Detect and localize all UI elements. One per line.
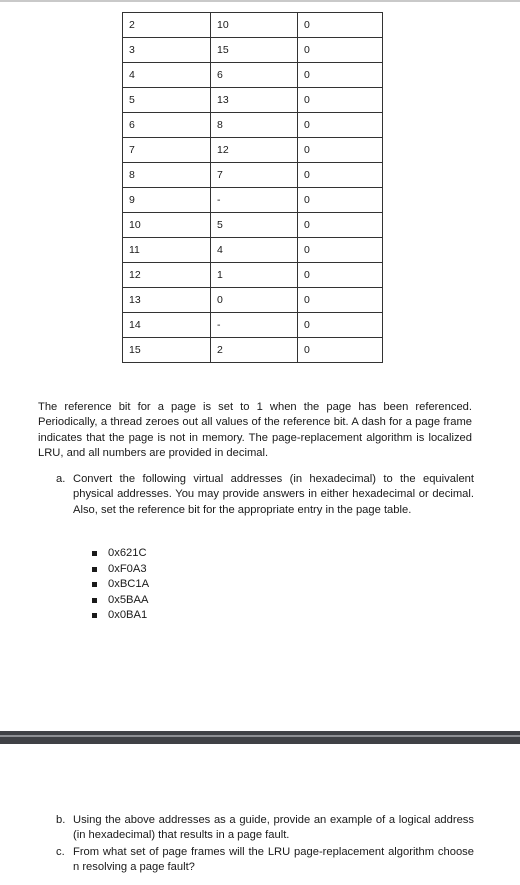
question-b	[56, 813, 474, 844]
page-table-body	[123, 13, 383, 363]
page-number-cell: 5	[123, 88, 211, 113]
page-number-cell: 14	[123, 313, 211, 338]
reference-bit-cell: 0	[298, 163, 383, 188]
reference-bit-cell: 0	[298, 88, 383, 113]
frame-number-cell: 5	[211, 213, 298, 238]
address-item	[92, 577, 149, 593]
frame-number-cell: 13	[211, 88, 298, 113]
reference-bit-cell: 0	[298, 338, 383, 363]
page-table-row	[123, 338, 383, 363]
page-number-cell: 12	[123, 263, 211, 288]
address-list	[92, 546, 149, 624]
page-top-border	[0, 0, 520, 2]
frame-number-cell: 12	[211, 138, 298, 163]
page-table-row	[123, 238, 383, 263]
page-table	[122, 12, 383, 363]
frame-number-cell: 6	[211, 63, 298, 88]
reference-bit-cell: 0	[298, 263, 383, 288]
page-number-cell: 3	[123, 38, 211, 63]
page-number-cell: 7	[123, 138, 211, 163]
frame-number-cell: -	[211, 313, 298, 338]
address-value: 0xBC1A	[108, 578, 150, 591]
frame-number-cell: 2	[211, 338, 298, 363]
address-value: 0x621C	[108, 547, 147, 559]
reference-bit-cell: 0	[298, 238, 383, 263]
page-number-cell: 9	[123, 188, 211, 213]
bullet-icon	[92, 582, 97, 587]
frame-number-cell: 8	[211, 113, 298, 138]
address-value: 0xF0A3	[108, 562, 147, 575]
page-table-row	[123, 213, 383, 238]
address-value: 0x5BAA	[108, 593, 149, 606]
frame-number-cell: 15	[211, 38, 298, 63]
reference-bit-cell: 0	[298, 138, 383, 163]
page-number-cell: 2	[123, 13, 211, 38]
reference-bit-cell: 0	[298, 113, 383, 138]
frame-number-cell: -	[211, 188, 298, 213]
page-table-row	[123, 38, 383, 63]
frame-number-cell: 7	[211, 163, 298, 188]
page-table-row	[123, 313, 383, 338]
page-table-row	[123, 188, 383, 213]
page-number-cell: 13	[123, 288, 211, 313]
page-number-cell: 10	[123, 213, 211, 238]
reference-bit-cell: 0	[298, 38, 383, 63]
question-a-text: Convert the following virtual addresses (in hexadecimal) to the equivalent physical addresses. You may provide answers in either hexadecimal or decimal. Also, set the reference bit for the appropriate entry in the page table.	[73, 473, 474, 516]
question-b-label: b.	[56, 814, 66, 826]
question-a	[56, 472, 474, 518]
reference-bit-cell: 0	[298, 63, 383, 88]
page-number-cell: 6	[123, 113, 211, 138]
address-value: 0x0BA1	[108, 609, 148, 622]
frame-number-cell: 1	[211, 263, 298, 288]
bullet-icon	[92, 598, 97, 603]
page-table-row	[123, 63, 383, 88]
frame-number-cell: 4	[211, 238, 298, 263]
address-item	[92, 593, 149, 609]
page-number-cell: 15	[123, 338, 211, 363]
reference-bit-cell: 0	[298, 13, 383, 38]
frame-number-cell: 0	[211, 288, 298, 313]
page-table-row	[123, 13, 383, 38]
page-separator	[0, 731, 520, 744]
page-separator-highlight	[0, 735, 520, 737]
address-item	[92, 608, 149, 624]
page-table-row	[123, 113, 383, 138]
address-item	[92, 546, 149, 562]
page-number-cell: 4	[123, 63, 211, 88]
reference-bit-cell: 0	[298, 213, 383, 238]
question-c-label: c.	[56, 846, 65, 858]
question-b-text: Using the above addresses as a guide, provide an example of a logical address (in hexadecimal) that results in a page fault.	[73, 814, 474, 842]
page-number-cell: 11	[123, 238, 211, 263]
page-table-row	[123, 288, 383, 313]
page-table-row	[123, 263, 383, 288]
intro-paragraph: The reference bit for a page is set to 1 when the page has been referenced. Periodically, a thread zeroes out all values of the reference bit. A dash for a page frame indicates that the page is not in memory. The page-replacement algorithm is localized LRU, and all numbers are provided in decimal.	[38, 401, 472, 459]
reference-bit-cell: 0	[298, 313, 383, 338]
question-c-text: From what set of page frames will the LRU page-replacement algorithm choose n resolving a page fault?	[73, 846, 474, 874]
reference-bit-cell: 0	[298, 288, 383, 313]
bullet-icon	[92, 567, 97, 572]
page-table-row	[123, 138, 383, 163]
bullet-icon	[92, 551, 97, 556]
bullet-icon	[92, 613, 97, 618]
reference-bit-cell: 0	[298, 188, 383, 213]
question-c	[56, 845, 474, 876]
page-table-row	[123, 163, 383, 188]
question-a-label: a.	[56, 473, 66, 485]
frame-number-cell: 10	[211, 13, 298, 38]
address-item	[92, 562, 149, 578]
page-number-cell: 8	[123, 163, 211, 188]
page-table-row	[123, 88, 383, 113]
